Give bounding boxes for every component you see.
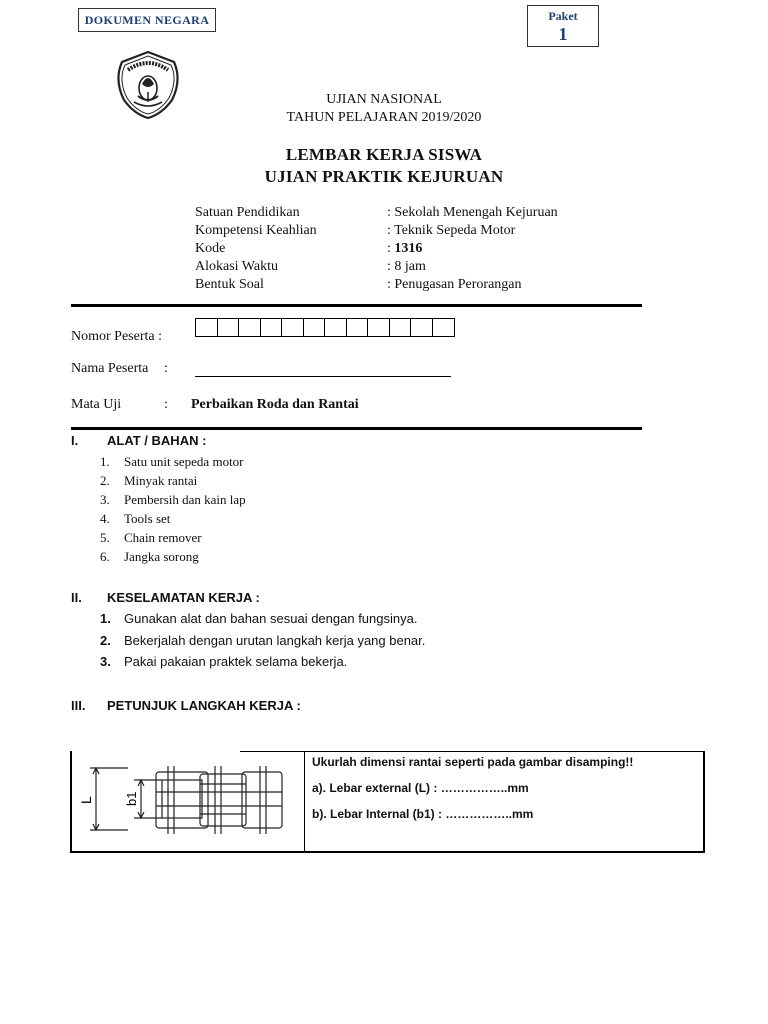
mata-uji-label: Mata Uji — [71, 397, 122, 412]
nama-peserta-colon: : — [164, 361, 168, 376]
document-subtitle: UJIAN PRAKTIK KEJURUAN — [264, 167, 504, 186]
info-value-satuan: : Sekolah Menengah Kejuruan — [387, 205, 558, 220]
section-2-heading — [71, 590, 260, 605]
info-value-kode-number: 1316 — [394, 241, 423, 256]
nomor-peserta-digit-box[interactable] — [347, 319, 369, 336]
nomor-peserta-digit-box[interactable] — [239, 319, 261, 336]
divider-top — [71, 304, 642, 307]
nomor-peserta-boxes[interactable] — [195, 318, 455, 337]
paket-label: Paket — [548, 9, 578, 23]
list-item: 1. Satu unit sepeda motor — [100, 454, 244, 469]
info-value-alokasi: : 8 jam — [387, 259, 426, 274]
paket-number: 1 — [558, 24, 568, 44]
label-L: L — [78, 796, 94, 804]
nomor-peserta-digit-box[interactable] — [433, 319, 455, 336]
keselamatan-list — [100, 608, 425, 673]
info-value-bentuk: : Penugasan Perorangan — [387, 277, 522, 292]
task-table-top-border — [240, 751, 705, 752]
list-item: 3. Pembersih dan kain lap — [100, 492, 246, 507]
info-label-kode: Kode — [195, 241, 226, 256]
section-1-number: I. — [71, 433, 79, 448]
section-1-title: ALAT / BAHAN : — [107, 433, 207, 448]
task-table-corner — [70, 751, 72, 753]
list-item: 1. Gunakan alat dan bahan sesuai dengan fungsinya. — [100, 611, 418, 626]
alat-bahan-list — [100, 452, 246, 566]
info-value-kode — [387, 241, 422, 257]
nama-peserta-field[interactable] — [195, 376, 451, 377]
nomor-peserta-digit-box[interactable] — [218, 319, 240, 336]
section-3-heading — [71, 698, 301, 713]
nomor-peserta-digit-box[interactable] — [390, 319, 412, 336]
info-value-kode-prefix: : — [387, 241, 395, 256]
info-label-kompetensi: Kompetensi Keahlian — [195, 223, 317, 238]
nomor-peserta-digit-box[interactable] — [304, 319, 326, 336]
list-item: 2. Minyak rantai — [100, 473, 198, 488]
info-label-alokasi: Alokasi Waktu — [195, 259, 278, 274]
divider-bottom — [71, 427, 642, 430]
task-item-a: a). Lebar external (L) : ……………..mm — [312, 781, 529, 795]
mata-uji-colon: : — [164, 397, 168, 412]
task-instruction: Ukurlah dimensi rantai seperti pada gambar disamping!! — [312, 755, 634, 769]
mata-uji-value: Perbaikan Roda dan Rantai — [191, 397, 359, 412]
list-item: 3. Pakai pakaian praktek selama bekerja. — [100, 654, 348, 669]
task-item-b: b). Lebar Internal (b1) : ……………..mm — [312, 807, 534, 821]
info-value-kompetensi: : Teknik Sepeda Motor — [387, 223, 516, 238]
info-label-bentuk: Bentuk Soal — [195, 277, 264, 292]
list-item: 6. Jangka sorong — [100, 549, 199, 564]
document-classification-label: DOKUMEN NEGARA — [78, 8, 216, 32]
list-item: 5. Chain remover — [100, 530, 202, 545]
task-table-divider — [304, 751, 305, 853]
nomor-peserta-digit-box[interactable] — [261, 319, 283, 336]
list-item: 4. Tools set — [100, 511, 171, 526]
nomor-peserta-digit-box[interactable] — [368, 319, 390, 336]
nomor-peserta-digit-box[interactable] — [282, 319, 304, 336]
paket-box — [527, 5, 599, 47]
info-label-satuan: Satuan Pendidikan — [195, 205, 300, 220]
section-3-number: III. — [71, 698, 86, 713]
academic-year: TAHUN PELAJARAN 2019/2020 — [286, 110, 482, 125]
chain-dimension-diagram — [78, 762, 292, 838]
nomor-peserta-label: Nomor Peserta : — [71, 329, 162, 344]
section-2-number: II. — [71, 590, 82, 605]
list-item: 2. Bekerjalah dengan urutan langkah kerja yang benar. — [100, 632, 426, 648]
section-3-title: PETUNJUK LANGKAH KERJA : — [107, 698, 301, 713]
label-b1: b1 — [124, 791, 139, 806]
nama-peserta-label: Nama Peserta — [71, 361, 149, 376]
nomor-peserta-digit-box[interactable] — [325, 319, 347, 336]
nomor-peserta-digit-box[interactable] — [411, 319, 433, 336]
document-title: LEMBAR KERJA SISWA — [285, 145, 483, 164]
nomor-peserta-digit-box[interactable] — [196, 319, 218, 336]
section-1-heading — [71, 433, 206, 448]
section-2-title: KESELAMATAN KERJA : — [107, 590, 260, 605]
exam-name: UJIAN NASIONAL — [326, 92, 442, 107]
